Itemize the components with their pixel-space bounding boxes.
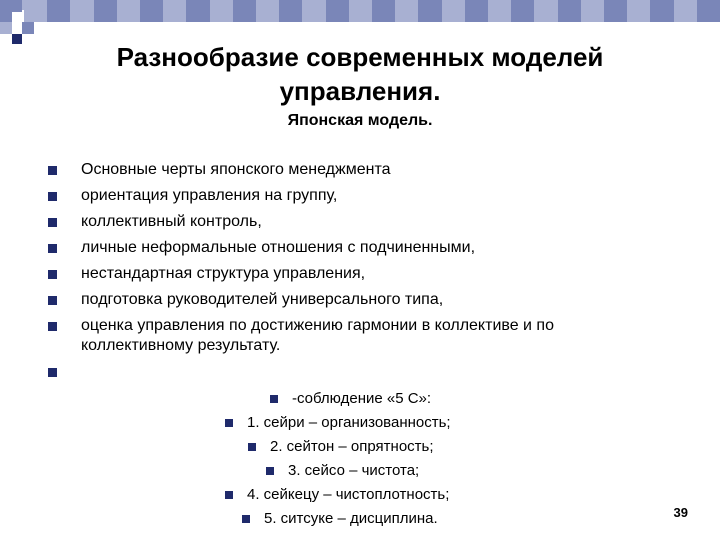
square-bullet-icon bbox=[242, 515, 250, 523]
five-s-item: 4. сейкецу – чистоплотность; bbox=[225, 486, 449, 503]
square-bullet-icon bbox=[48, 322, 57, 331]
list-item: нестандартная структура управления, bbox=[48, 264, 628, 284]
list-item bbox=[48, 362, 628, 377]
square-bullet-icon bbox=[48, 218, 57, 227]
list-item: ориентация управления на группу, bbox=[48, 186, 628, 206]
slide-title: Разнообразие современных моделей управления. bbox=[116, 42, 604, 106]
slide-subtitle: Японская модель. bbox=[287, 112, 433, 129]
square-bullet-icon bbox=[225, 419, 233, 427]
square-bullet-icon bbox=[48, 296, 57, 305]
five-s-item: 3. сейсо – чистота; bbox=[266, 462, 419, 479]
square-bullet-icon bbox=[48, 368, 57, 377]
list-item: подготовка руководителей универсального типа, bbox=[48, 290, 628, 310]
list-item: Основные черты японского менеджмента bbox=[48, 160, 628, 180]
five-s-item: 2. сейтон – опрятность; bbox=[248, 438, 434, 455]
five-s-item: -соблюдение «5 С»: bbox=[270, 390, 431, 407]
square-bullet-icon bbox=[48, 270, 57, 279]
square-bullet-icon bbox=[270, 395, 278, 403]
square-bullet-icon bbox=[266, 467, 274, 475]
features-list bbox=[48, 160, 628, 383]
square-bullet-icon bbox=[225, 491, 233, 499]
list-item: коллективный контроль, bbox=[48, 212, 628, 232]
five-s-item: 1. сейри – организованность; bbox=[225, 414, 451, 431]
square-bullet-icon bbox=[48, 166, 57, 175]
list-item: оценка управления по достижению гармонии в коллективе и по коллективному результату. bbox=[48, 316, 628, 356]
list-item: личные неформальные отношения с подчиненными, bbox=[48, 238, 628, 258]
five-s-item: 5. ситсуке – дисциплина. bbox=[242, 510, 438, 527]
square-bullet-icon bbox=[48, 244, 57, 253]
header-checker-bar bbox=[24, 0, 720, 22]
page-number: 39 bbox=[673, 505, 688, 520]
square-bullet-icon bbox=[48, 192, 57, 201]
square-bullet-icon bbox=[248, 443, 256, 451]
